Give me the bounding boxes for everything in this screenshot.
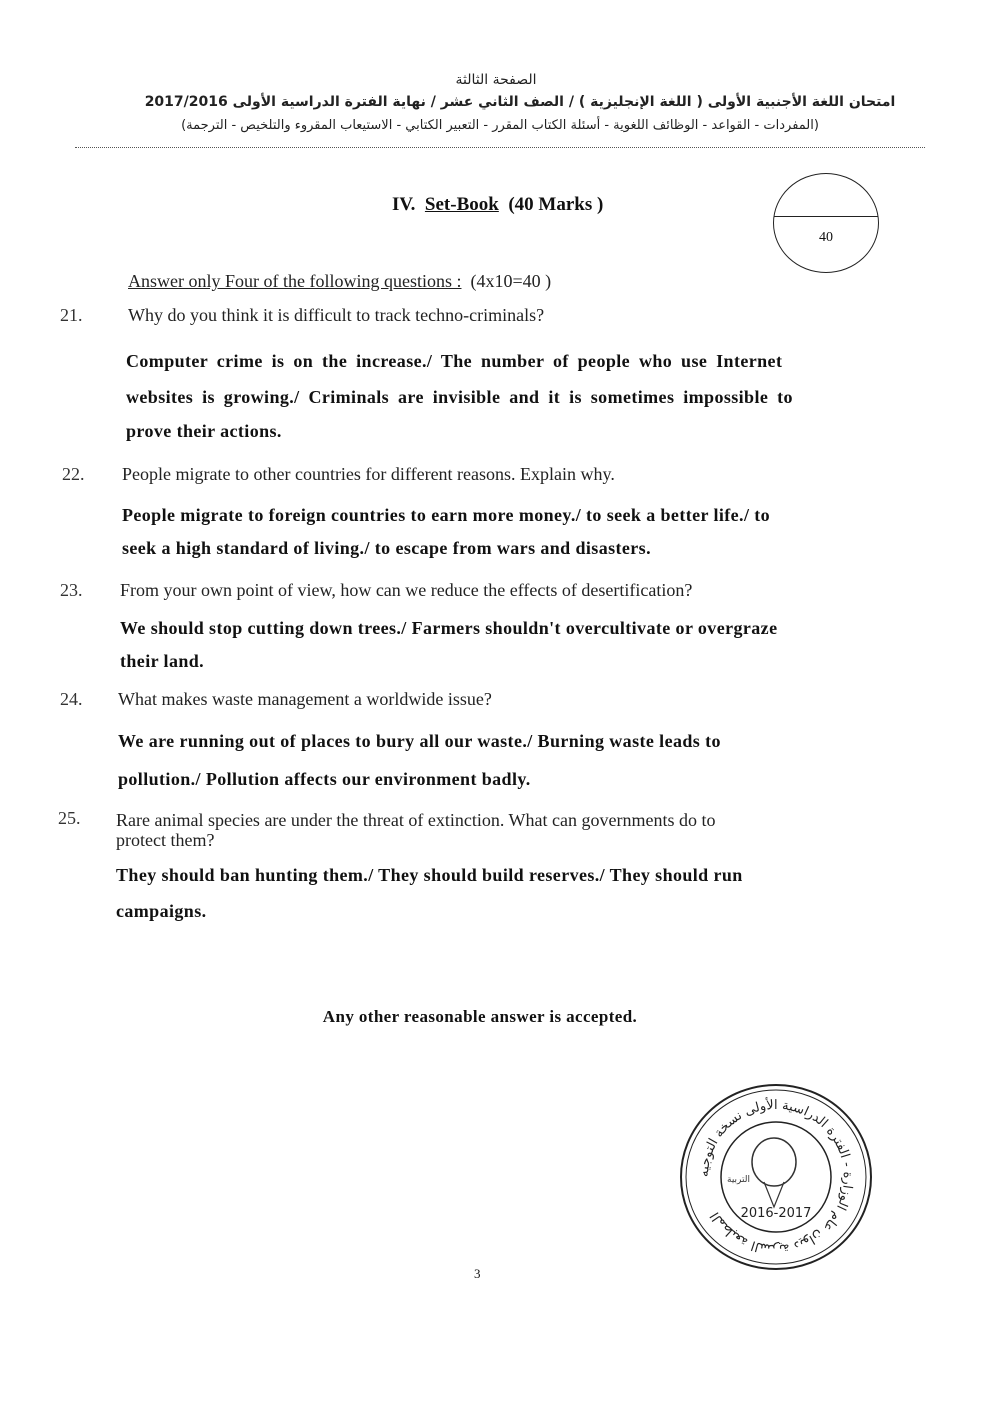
question-number: 21. [60,305,83,325]
question-text: People migrate to other countries for different reasons. Explain why. [122,464,615,484]
exam-sections: (المفردات - القواعد - الوظائف اللغوية - أسئلة الكتاب المقرر - التعبير الكتابي - الاستيعاب المقروء والتلخيص - الترجمة) [181,118,819,133]
question-number: 24. [60,689,83,709]
page-number: 3 [474,1266,481,1281]
question-number: 23. [60,580,83,600]
official-stamp [678,1082,874,1277]
answer-line: campaigns. [116,901,207,921]
question-text: From your own point of view, how can we reduce the effects of desertification? [120,580,693,600]
question-number: 22. [62,464,85,484]
answer-line: websites is growing./ Criminals are invisible and it is sometimes impossible to [126,387,793,407]
answer-line: They should ban hunting them./ They should build reserves./ They should run [116,865,743,885]
answer-line: seek a high standard of living./ to escape from wars and disasters. [122,538,651,558]
footer-note: Any other reasonable answer is accepted. [322,1007,638,1026]
answer-line: We should stop cutting down trees./ Farmers shouldn't overcultivate or overgraze [120,618,778,638]
instruction-text: Answer only Four of the following questions : [128,271,462,291]
header-divider [75,147,925,148]
section-number: IV. [392,194,416,215]
svg-text:التربية: التربية [727,1175,750,1185]
question-text: What makes waste management a worldwide issue? [118,689,492,709]
question-text: Why do you think it is difficult to track techno-criminals? [128,305,545,325]
instruction-formula: (4x10=40 ) [470,271,552,291]
score-total: 40 [819,230,833,245]
svg-text:2016-2017: 2016-2017 [740,1206,812,1221]
score-circle [773,173,879,273]
answer-line: We are running out of places to bury all our waste./ Burning waste leads to [118,731,721,751]
answer-line: pollution./ Pollution affects our environment badly. [118,769,531,789]
answer-line: prove their actions. [126,421,282,441]
page-label: الصفحة الثالثة [455,72,537,88]
svg-text:المطبعة السرية ديوان عام الوزا: المطبعة السرية ديوان عام الوزارة - الفترة الدراسية الأولى نسخة التوجيه [696,1097,856,1257]
answer-line: their land. [120,651,205,671]
section-title [392,194,603,216]
answer-line: People migrate to foreign countries to earn more money./ to seek a better life./ to [122,505,771,525]
question-number: 25. [58,808,81,828]
question-text: Rare animal species are under the threat of extinction. What can governments do to [116,810,716,830]
instruction [128,271,551,292]
question-text: protect them? [116,830,215,850]
exam-title: امتحان اللغة الأجنبية الأولى ( اللغة الإنجليزية ) / الصف الثاني عشر / نهاية الفترة الدراسية الأولى 2017/2016 [144,94,896,110]
answer-line: Computer crime is on the increase./ The number of people who use Internet [126,351,783,371]
section-name: Set-Book [424,194,499,215]
section-marks: (40 Marks ) [508,194,604,215]
